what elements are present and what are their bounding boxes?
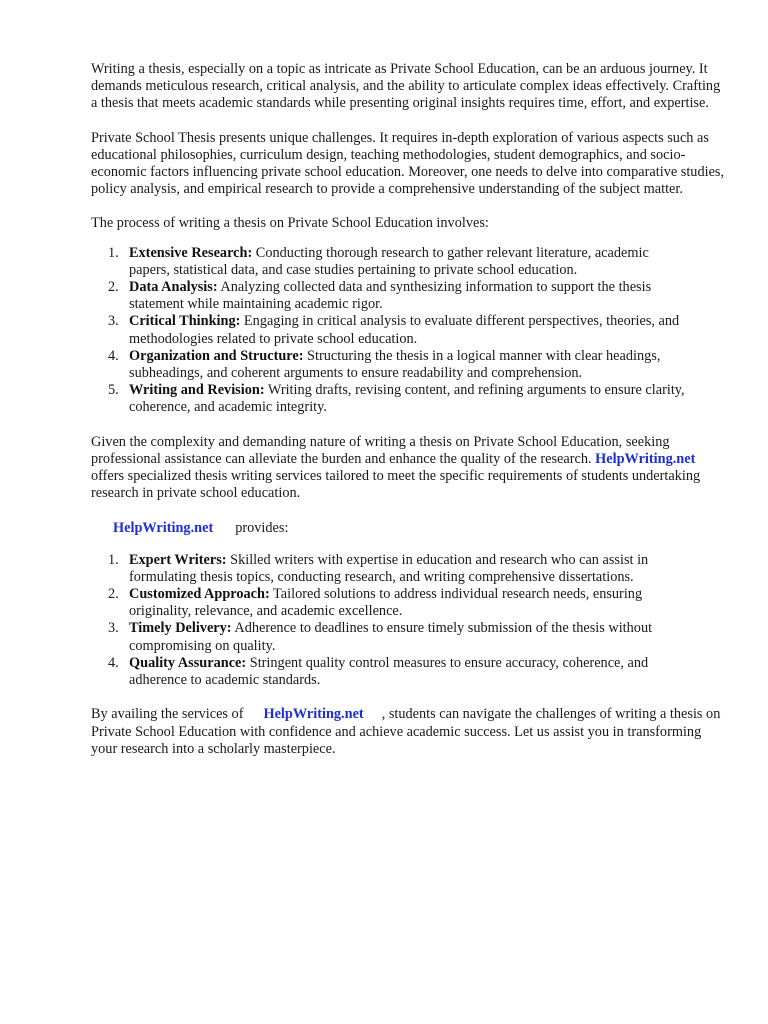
list-item-title: Quality Assurance: bbox=[129, 654, 247, 671]
list-item-title: Timely Delivery: bbox=[129, 620, 232, 637]
provides-text: provides: bbox=[235, 520, 289, 537]
complexity-paragraph bbox=[91, 434, 727, 503]
list-item-title: Data Analysis: bbox=[129, 279, 218, 296]
list-item-title: Extensive Research: bbox=[129, 244, 253, 261]
helpwriting-link[interactable]: HelpWriting.net bbox=[263, 706, 364, 723]
list-item-text: Stringent quality control measures to ensure accuracy, coherence, and adherence to academic standards. bbox=[129, 654, 649, 689]
list-number: 4. bbox=[108, 654, 119, 671]
challenges-paragraph: Private School Thesis presents unique challenges. It requires in-depth exploration of various aspects such as educational philosophies, curriculum design, teaching methodologies, student demographics, and socio-economic factors influencing private school education. Moreover, one needs to delve into comparative studies, policy analysis, and empirical research to provide a comprehensive understanding of the subject matter. bbox=[91, 129, 725, 198]
list-item-text: Skilled writers with expertise in education and research who can assist in formulating thesis topics, conducting research, and writing comprehensive dissertations. bbox=[129, 551, 649, 585]
closing-paragraph bbox=[91, 706, 727, 758]
list-item-text: Engaging in critical analysis to evaluate different perspectives, theories, and methodologies related to private school education. bbox=[129, 313, 680, 347]
list-item bbox=[91, 382, 691, 416]
helpwriting-link[interactable]: HelpWriting.net bbox=[595, 450, 696, 467]
list-item-title: Organization and Structure: bbox=[129, 347, 304, 364]
provides-line bbox=[91, 520, 749, 537]
helpwriting-link[interactable]: HelpWriting.net bbox=[113, 520, 214, 537]
list-item-text: Structuring the thesis in a logical manner with clear headings, subheadings, and coherent arguments to ensure readability and comprehension. bbox=[129, 347, 661, 382]
list-item-text: Tailored solutions to address individual research needs, ensuring originality, relevance, and academic excellence. bbox=[129, 586, 643, 620]
list-item bbox=[91, 655, 691, 689]
intro-paragraph: Writing a thesis, especially on a topic as intricate as Private School Education, can be an arduous journey. It demands meticulous research, critical analysis, and the ability to articulate complex ideas effectively. Crafting a thesis that meets academic standards while presenting original insights requires time, effort, and expertise. bbox=[91, 61, 721, 112]
list-number: 4. bbox=[108, 347, 119, 364]
closing-text-before: By availing the services of bbox=[91, 706, 244, 723]
list-number: 3. bbox=[108, 620, 119, 637]
process-intro: The process of writing a thesis on Private School Education involves: bbox=[91, 215, 489, 232]
list-number: 2. bbox=[108, 586, 119, 603]
list-item-title: Writing and Revision: bbox=[129, 382, 265, 399]
service-features-list bbox=[91, 552, 691, 690]
complexity-text: Given the complexity and demanding nature of writing a thesis on Private School Education, seeking professional assistance can alleviate the burden and enhance the quality of the research. bbox=[91, 433, 670, 467]
list-item bbox=[91, 245, 691, 279]
list-item-title: Expert Writers: bbox=[129, 551, 227, 568]
list-item bbox=[91, 313, 691, 347]
process-steps-list bbox=[91, 245, 691, 417]
list-item-text: Writing drafts, revising content, and refining arguments to ensure clarity, coherence, and academic integrity. bbox=[129, 382, 685, 416]
list-item bbox=[91, 279, 691, 313]
closing-text-after: , students can navigate the challenges of writing a thesis on Private School Education with confidence and achieve academic success. Let us assist you in transforming your research into a scholarly masterpiece. bbox=[91, 706, 721, 757]
list-item bbox=[91, 620, 691, 654]
complexity-text-after: offers specialized thesis writing services tailored to meet the specific requirements of students undertaking research in private school education. bbox=[91, 468, 701, 502]
list-item bbox=[91, 586, 691, 620]
list-item-title: Customized Approach: bbox=[129, 586, 270, 603]
list-number: 2. bbox=[108, 279, 119, 296]
list-number: 5. bbox=[108, 382, 119, 399]
list-number: 3. bbox=[108, 313, 119, 330]
list-number: 1. bbox=[108, 244, 119, 261]
list-item-title: Critical Thinking: bbox=[129, 313, 241, 330]
list-number: 1. bbox=[108, 551, 119, 568]
list-item bbox=[91, 552, 691, 586]
list-item-text: Analyzing collected data and synthesizing information to support the thesis statement while maintaining academic rigor. bbox=[129, 279, 652, 313]
list-item-text: Adherence to deadlines to ensure timely submission of the thesis without compromising on quality. bbox=[129, 620, 653, 654]
list-item bbox=[91, 348, 691, 382]
list-item-text: Conducting thorough research to gather relevant literature, academic papers, statistical data, and case studies pertaining to private school education. bbox=[129, 244, 649, 278]
